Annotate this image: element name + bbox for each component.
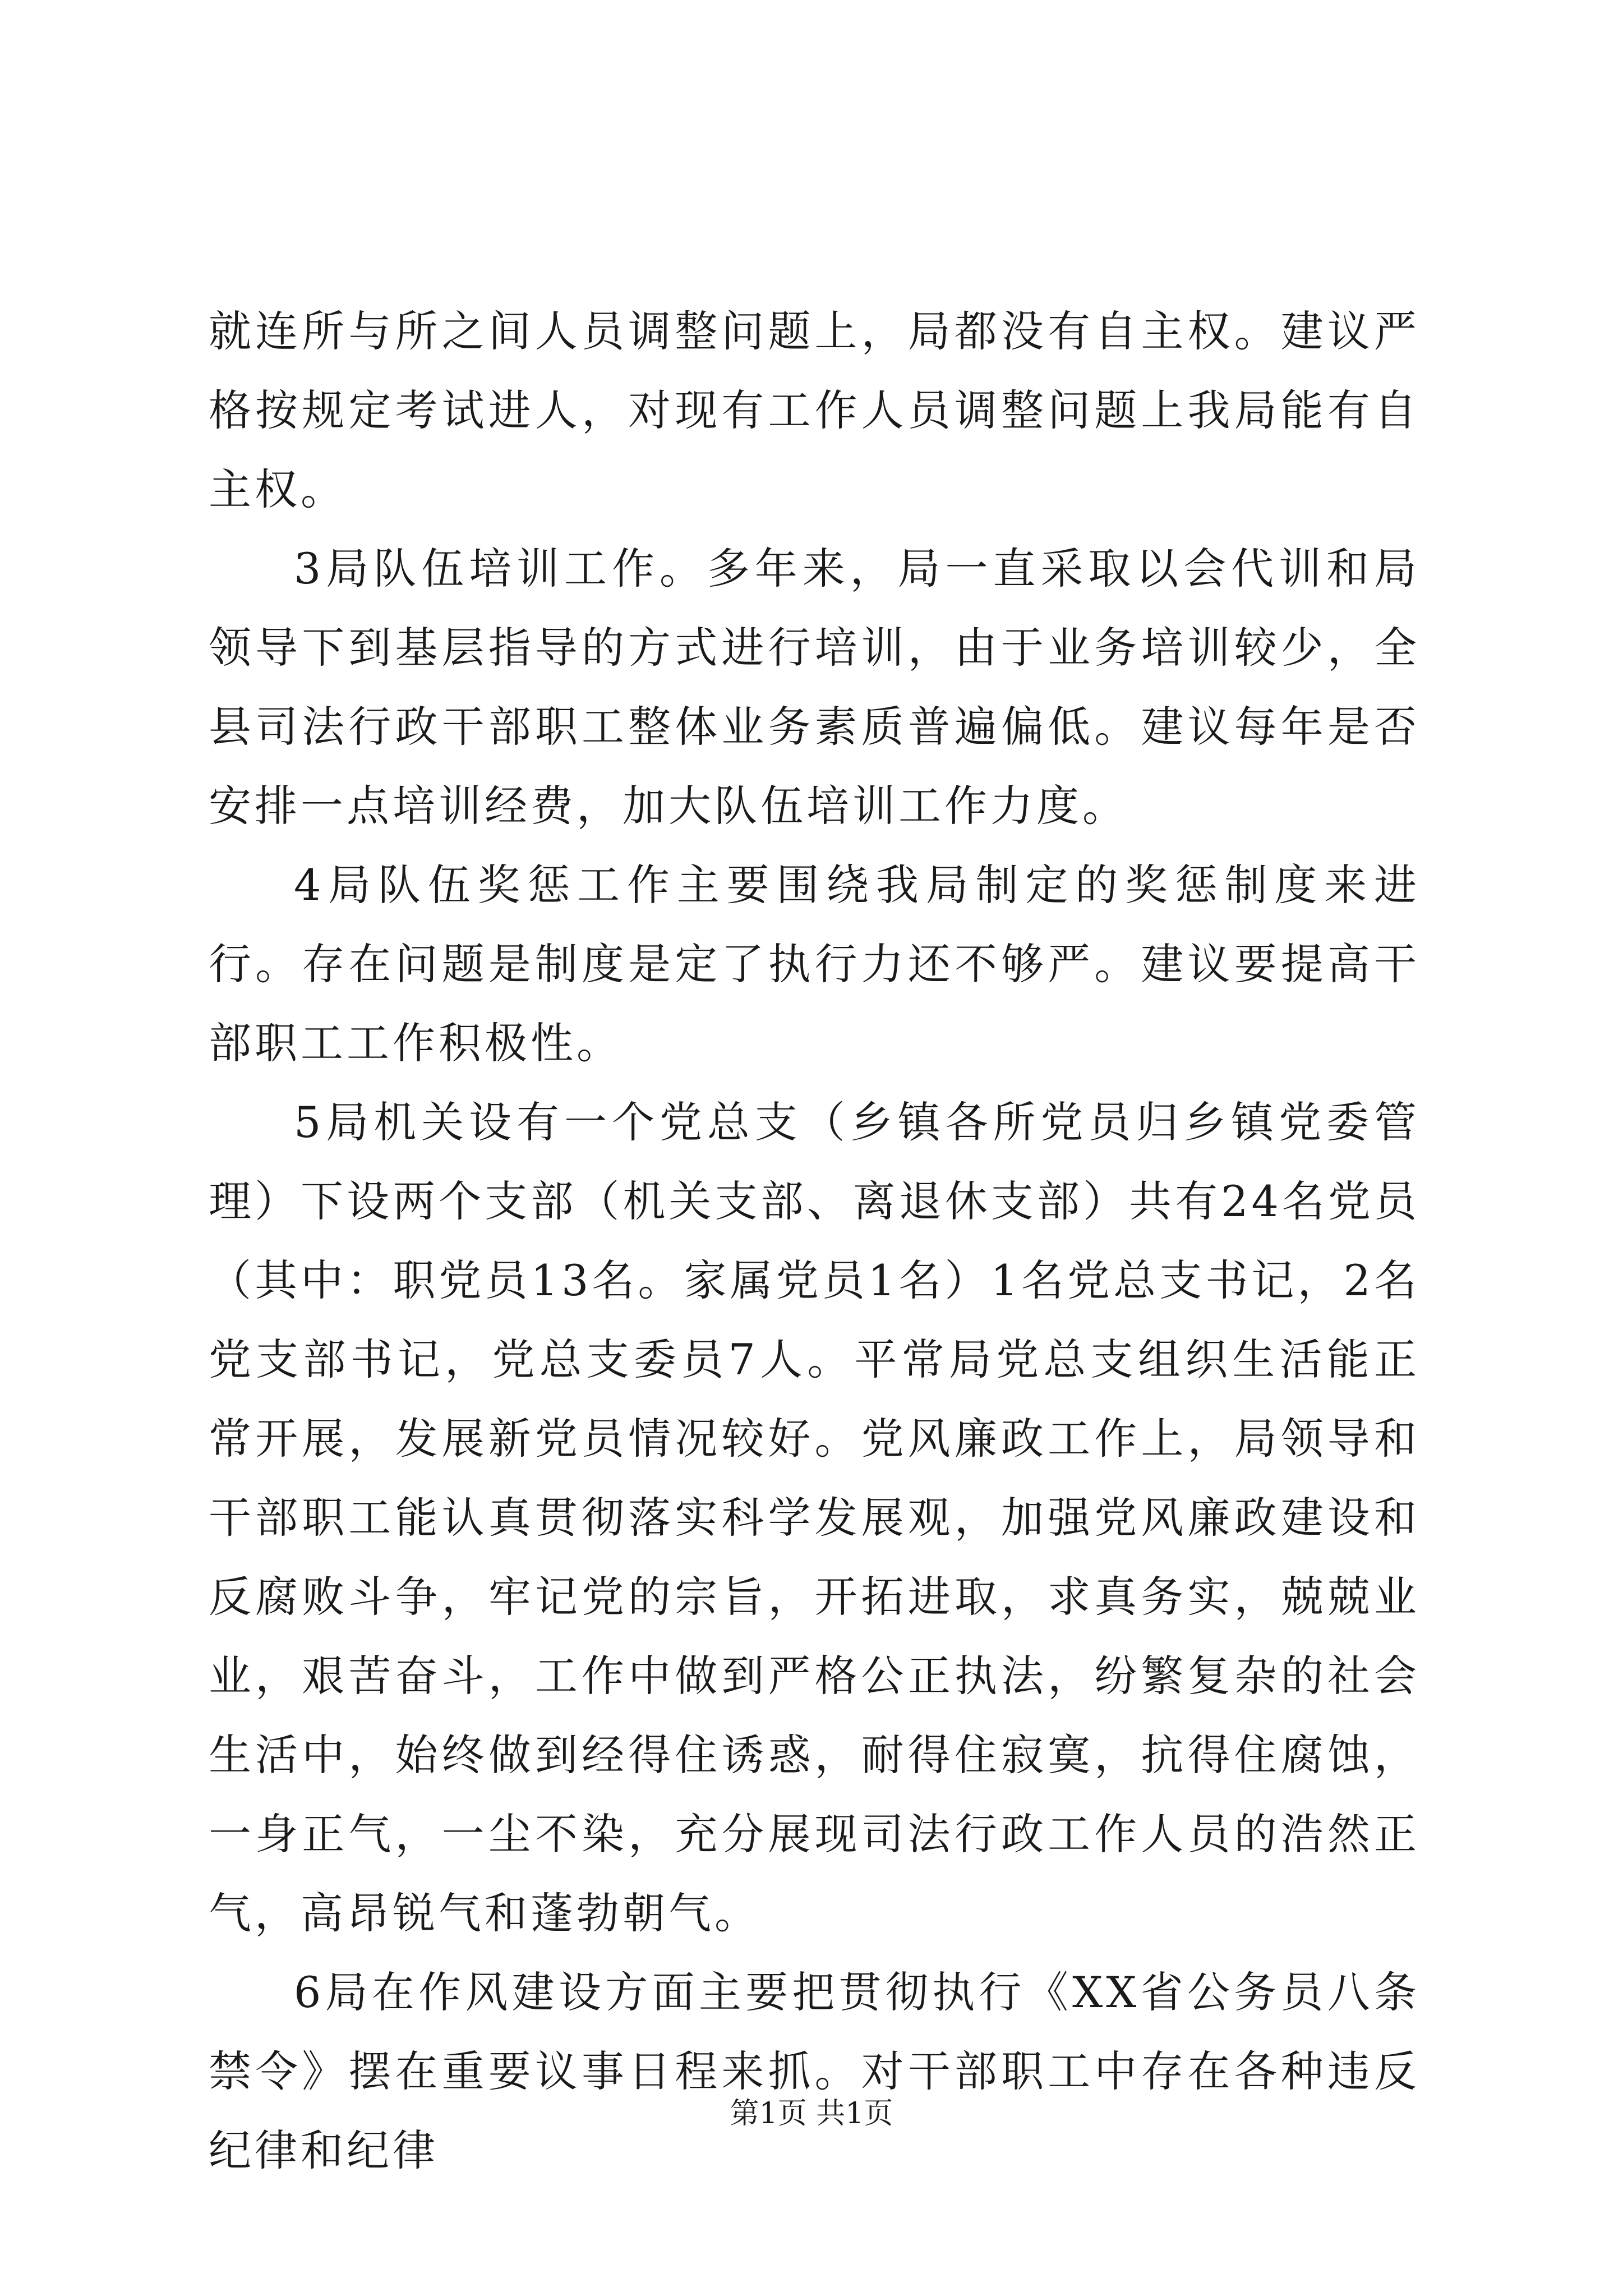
paragraph-continuation: 就连所与所之间人员调整问题上，局都没有自主权。建议严格按规定考试进人，对现有工作人员调整问题上我局能有自主权。 bbox=[209, 306, 1420, 514]
page-number-label: 第1页 共1页 bbox=[730, 2097, 893, 2131]
page-footer bbox=[0, 2097, 1623, 2131]
paragraph-work-style: 6局在作风建设方面主要把贯彻执行《XX省公务员八条禁令》摆在重要议事日程来抓。对干部职工中存在各种违反纪律和纪律 bbox=[209, 1967, 1420, 2175]
paragraph-party-branch: 5局机关设有一个党总支（乡镇各所党员归乡镇党委管理）下设两个支部（机关支部、离退休支部）共有24名党员（其中：职党员13名。家属党员1名）1名党总支书记，2名党支部书记，党总支委员7人。平常局党总支组织生活能正常开展，发展新党员情况较好。党风廉政工作上，局领导和干部职工能认真贯彻落实科学发展观，加强党风廉政建设和反腐败斗争，牢记党的宗旨，开拓进取，求真务实，兢兢业业，艰苦奋斗，工作中做到严格公正执法，纷繁复杂的社会生活中，始终做到经得住诱惑，耐得住寂寞，抗得住腐蚀，一身正气，一尘不染，充分展现司法行政工作人员的浩然正气，高昂锐气和蓬勃朝气。 bbox=[209, 1097, 1420, 1938]
document-body bbox=[209, 292, 1420, 2190]
paragraph-rewards-penalties: 4局队伍奖惩工作主要围绕我局制定的奖惩制度来进行。存在问题是制度是定了执行力还不够严。建议要提高干部职工工作积极性。 bbox=[209, 860, 1420, 1068]
paragraph-team-training: 3局队伍培训工作。多年来，局一直采取以会代训和局领导下到基层指导的方式进行培训，由于业务培训较少，全县司法行政干部职工整体业务素质普遍偏低。建议每年是否安排一点培训经费，加大队伍培训工作力度。 bbox=[209, 544, 1420, 831]
